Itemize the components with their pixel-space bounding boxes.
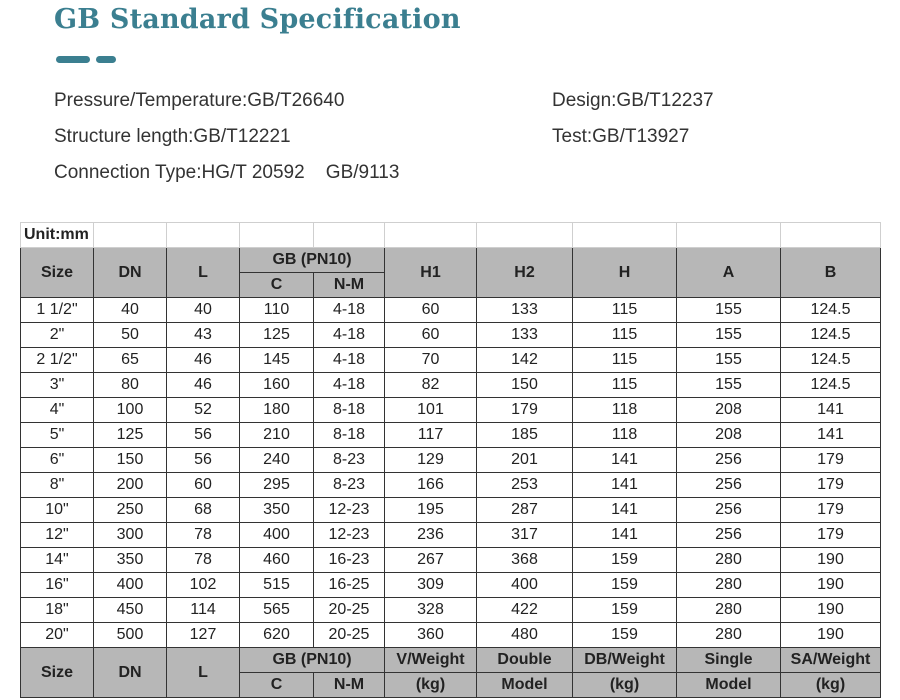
table-cell: 250 xyxy=(94,498,167,523)
table-cell: 12" xyxy=(21,523,94,548)
table-cell: 287 xyxy=(477,498,573,523)
table-cell: 68 xyxy=(167,498,240,523)
table-cell: 133 xyxy=(477,323,573,348)
table-cell: 160 xyxy=(240,373,314,398)
col-size: Size xyxy=(21,248,94,298)
table-cell: 8-18 xyxy=(314,398,385,423)
table-cell: 317 xyxy=(477,523,573,548)
table-cell: 12-23 xyxy=(314,498,385,523)
table-cell: 256 xyxy=(677,448,781,473)
col2-vweight-unit: (kg) xyxy=(385,673,477,698)
table-row xyxy=(21,373,881,398)
table-cell: 190 xyxy=(781,573,881,598)
table-cell: 78 xyxy=(167,548,240,573)
col2-dbweight-unit: (kg) xyxy=(573,673,677,698)
table-row xyxy=(21,398,881,423)
table-cell: 145 xyxy=(240,348,314,373)
table-cell: 179 xyxy=(781,473,881,498)
table-cell: 267 xyxy=(385,548,477,573)
table-cell: 43 xyxy=(167,323,240,348)
table-cell: 46 xyxy=(167,348,240,373)
table-cell: 179 xyxy=(781,498,881,523)
table-cell: 190 xyxy=(781,548,881,573)
table-cell: 280 xyxy=(677,623,781,648)
table-cell: 124.5 xyxy=(781,323,881,348)
table-cell: 60 xyxy=(385,323,477,348)
table-cell: 179 xyxy=(781,448,881,473)
table-cell: 124.5 xyxy=(781,348,881,373)
table-cell: 141 xyxy=(573,523,677,548)
table-cell: 141 xyxy=(573,473,677,498)
table-body xyxy=(21,298,881,648)
table-cell: 200 xyxy=(94,473,167,498)
table-cell: 300 xyxy=(94,523,167,548)
table-cell: 190 xyxy=(781,623,881,648)
page-title: GB Standard Specification xyxy=(54,4,461,35)
table-row xyxy=(21,573,881,598)
table-cell: 117 xyxy=(385,423,477,448)
table-cell: 8-23 xyxy=(314,473,385,498)
table-cell: 185 xyxy=(477,423,573,448)
table-cell: 40 xyxy=(94,298,167,323)
table-cell: 141 xyxy=(573,448,677,473)
table-cell: 110 xyxy=(240,298,314,323)
col2-saweight-unit: (kg) xyxy=(781,673,881,698)
table-cell: 4-18 xyxy=(314,323,385,348)
table-cell: 133 xyxy=(477,298,573,323)
table-cell: 100 xyxy=(94,398,167,423)
col-h2: H2 xyxy=(477,248,573,298)
col-gb: GB (PN10) xyxy=(240,248,385,273)
table-cell: 159 xyxy=(573,573,677,598)
spec-connection: Connection Type:HG/T 20592 GB/9113 xyxy=(54,162,400,183)
table-cell: 115 xyxy=(573,323,677,348)
table-row xyxy=(21,623,881,648)
header-row-top xyxy=(21,248,881,273)
table-cell: 240 xyxy=(240,448,314,473)
table-cell: 60 xyxy=(385,298,477,323)
col-c: C xyxy=(240,273,314,298)
table-cell: 180 xyxy=(240,398,314,423)
table-cell: 280 xyxy=(677,548,781,573)
table-cell: 620 xyxy=(240,623,314,648)
table-cell: 18" xyxy=(21,598,94,623)
table-cell: 236 xyxy=(385,523,477,548)
table-row xyxy=(21,598,881,623)
col2-c: C xyxy=(240,673,314,698)
table-cell: 50 xyxy=(94,323,167,348)
table-cell: 253 xyxy=(477,473,573,498)
table-cell: 70 xyxy=(385,348,477,373)
table-cell: 114 xyxy=(167,598,240,623)
table-cell: 142 xyxy=(477,348,573,373)
table-cell: 480 xyxy=(477,623,573,648)
table-cell: 40 xyxy=(167,298,240,323)
col-h: H xyxy=(573,248,677,298)
table-cell: 208 xyxy=(677,423,781,448)
table-cell: 179 xyxy=(477,398,573,423)
table-cell: 60 xyxy=(167,473,240,498)
table-cell: 115 xyxy=(573,373,677,398)
table-row xyxy=(21,348,881,373)
table-row xyxy=(21,423,881,448)
col2-dbweight: DB/Weight xyxy=(573,648,677,673)
table-cell: 4-18 xyxy=(314,348,385,373)
table-cell: 159 xyxy=(573,598,677,623)
spec-design: Design:GB/T12237 xyxy=(552,90,714,111)
table-cell: 115 xyxy=(573,348,677,373)
table-cell: 1 1/2" xyxy=(21,298,94,323)
table-cell: 368 xyxy=(477,548,573,573)
table-cell: 515 xyxy=(240,573,314,598)
table-row xyxy=(21,448,881,473)
col2-gb: GB (PN10) xyxy=(240,648,385,673)
table-cell: 2 1/2" xyxy=(21,348,94,373)
table-cell: 565 xyxy=(240,598,314,623)
table-cell: 52 xyxy=(167,398,240,423)
table-row xyxy=(21,498,881,523)
table-cell: 295 xyxy=(240,473,314,498)
table-cell: 10" xyxy=(21,498,94,523)
col2-saweight: SA/Weight xyxy=(781,648,881,673)
table-cell: 3" xyxy=(21,373,94,398)
table-cell: 155 xyxy=(677,348,781,373)
table-cell: 102 xyxy=(167,573,240,598)
table-row xyxy=(21,523,881,548)
table-cell: 8-18 xyxy=(314,423,385,448)
spec-structure: Structure length:GB/T12221 xyxy=(54,126,291,147)
table-cell: 350 xyxy=(240,498,314,523)
table-cell: 450 xyxy=(94,598,167,623)
col2-vweight: V/Weight xyxy=(385,648,477,673)
col-dn: DN xyxy=(94,248,167,298)
table-cell: 141 xyxy=(781,398,881,423)
table-cell: 155 xyxy=(677,298,781,323)
table-cell: 46 xyxy=(167,373,240,398)
table-cell: 16-25 xyxy=(314,573,385,598)
col2-single-sub: Model xyxy=(677,673,781,698)
table-cell: 124.5 xyxy=(781,373,881,398)
table-row xyxy=(21,323,881,348)
table-cell: 179 xyxy=(781,523,881,548)
col-a: A xyxy=(677,248,781,298)
spec-table xyxy=(20,222,881,698)
col2-single: Single xyxy=(677,648,781,673)
table-cell: 118 xyxy=(573,398,677,423)
table-cell: 159 xyxy=(573,623,677,648)
col-b: B xyxy=(781,248,881,298)
col2-double-sub: Model xyxy=(477,673,573,698)
col2-double: Double xyxy=(477,648,573,673)
table-cell: 360 xyxy=(385,623,477,648)
spec-test: Test:GB/T13927 xyxy=(552,126,690,147)
table-cell: 150 xyxy=(94,448,167,473)
col2-l: L xyxy=(167,648,240,698)
table-cell: 155 xyxy=(677,373,781,398)
table-cell: 155 xyxy=(677,323,781,348)
table-cell: 208 xyxy=(677,398,781,423)
table-cell: 8-23 xyxy=(314,448,385,473)
col-h1: H1 xyxy=(385,248,477,298)
table-cell: 16-23 xyxy=(314,548,385,573)
table-cell: 20-25 xyxy=(314,623,385,648)
table-cell: 124.5 xyxy=(781,298,881,323)
table-cell: 309 xyxy=(385,573,477,598)
table-cell: 20-25 xyxy=(314,598,385,623)
table-cell: 16" xyxy=(21,573,94,598)
table-cell: 280 xyxy=(677,573,781,598)
table-cell: 201 xyxy=(477,448,573,473)
table-cell: 127 xyxy=(167,623,240,648)
table-cell: 129 xyxy=(385,448,477,473)
unit-row xyxy=(21,223,881,248)
table-cell: 141 xyxy=(781,423,881,448)
table-cell: 12-23 xyxy=(314,523,385,548)
unit-label: Unit:mm xyxy=(21,223,94,248)
table-cell: 328 xyxy=(385,598,477,623)
table-cell: 118 xyxy=(573,423,677,448)
table-cell: 5" xyxy=(21,423,94,448)
table-cell: 80 xyxy=(94,373,167,398)
table-cell: 256 xyxy=(677,523,781,548)
table-cell: 56 xyxy=(167,448,240,473)
table-cell: 6" xyxy=(21,448,94,473)
table-cell: 400 xyxy=(477,573,573,598)
table-cell: 195 xyxy=(385,498,477,523)
table-cell: 4-18 xyxy=(314,373,385,398)
table-cell: 150 xyxy=(477,373,573,398)
table-cell: 56 xyxy=(167,423,240,448)
header2-row-top xyxy=(21,648,881,673)
table-cell: 400 xyxy=(240,523,314,548)
table-row xyxy=(21,298,881,323)
table-cell: 125 xyxy=(94,423,167,448)
table-cell: 500 xyxy=(94,623,167,648)
table-cell: 4-18 xyxy=(314,298,385,323)
table-cell: 159 xyxy=(573,548,677,573)
table-cell: 422 xyxy=(477,598,573,623)
col2-dn: DN xyxy=(94,648,167,698)
table-cell: 141 xyxy=(573,498,677,523)
table-cell: 2" xyxy=(21,323,94,348)
col-l: L xyxy=(167,248,240,298)
table-row xyxy=(21,548,881,573)
table-cell: 256 xyxy=(677,498,781,523)
col-nm: N-M xyxy=(314,273,385,298)
col2-nm: N-M xyxy=(314,673,385,698)
table-cell: 78 xyxy=(167,523,240,548)
table-cell: 460 xyxy=(240,548,314,573)
table-cell: 350 xyxy=(94,548,167,573)
col2-size: Size xyxy=(21,648,94,698)
table-cell: 101 xyxy=(385,398,477,423)
table-cell: 4" xyxy=(21,398,94,423)
table-cell: 280 xyxy=(677,598,781,623)
table-cell: 115 xyxy=(573,298,677,323)
table-cell: 14" xyxy=(21,548,94,573)
table-cell: 400 xyxy=(94,573,167,598)
spec-pressure: Pressure/Temperature:GB/T26640 xyxy=(54,90,345,111)
title-accent-bar-long xyxy=(56,56,90,63)
table-cell: 82 xyxy=(385,373,477,398)
table-cell: 8" xyxy=(21,473,94,498)
title-accent-bar-short xyxy=(96,56,116,63)
table-cell: 190 xyxy=(781,598,881,623)
table-row xyxy=(21,473,881,498)
table-cell: 210 xyxy=(240,423,314,448)
table-cell: 166 xyxy=(385,473,477,498)
table-cell: 125 xyxy=(240,323,314,348)
table-cell: 256 xyxy=(677,473,781,498)
table-cell: 20" xyxy=(21,623,94,648)
table-cell: 65 xyxy=(94,348,167,373)
